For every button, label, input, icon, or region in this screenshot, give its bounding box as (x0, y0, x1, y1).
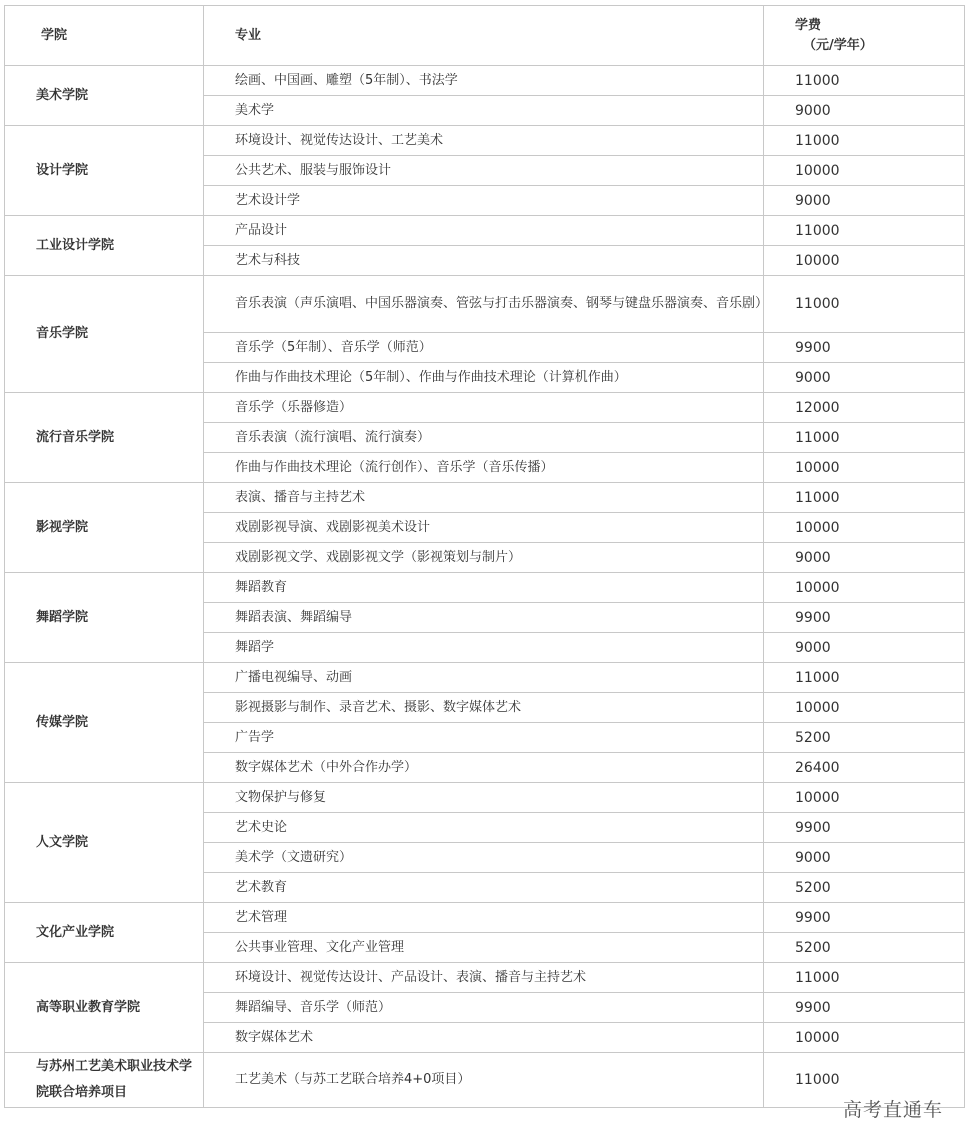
header-fee (764, 6, 965, 66)
college-cell: 美术学院 (5, 66, 204, 126)
fee-cell: 9900 (764, 993, 965, 1023)
header-major: 专业 (204, 6, 764, 66)
fee-cell: 11000 (764, 126, 965, 156)
major-cell: 作曲与作曲技术理论（流行创作）、音乐学（音乐传播） (204, 453, 764, 483)
major-cell: 影视摄影与制作、录音艺术、摄影、数字媒体艺术 (204, 693, 764, 723)
college-cell: 人文学院 (5, 783, 204, 903)
major-cell: 环境设计、视觉传达设计、产品设计、表演、播音与主持艺术 (204, 963, 764, 993)
college-cell: 高等职业教育学院 (5, 963, 204, 1053)
table-row (5, 276, 965, 333)
major-cell: 产品设计 (204, 216, 764, 246)
fee-cell: 5200 (764, 873, 965, 903)
major-cell: 美术学 (204, 96, 764, 126)
major-cell: 戏剧影视导演、戏剧影视美术设计 (204, 513, 764, 543)
fee-cell: 10000 (764, 156, 965, 186)
fee-cell: 11000 (764, 66, 965, 96)
table-row (5, 216, 965, 246)
header-college: 学院 (5, 6, 204, 66)
fee-cell: 10000 (764, 693, 965, 723)
table-row (5, 1053, 965, 1108)
college-cell: 舞蹈学院 (5, 573, 204, 663)
major-cell: 环境设计、视觉传达设计、工艺美术 (204, 126, 764, 156)
fee-cell: 9900 (764, 903, 965, 933)
fee-cell: 10000 (764, 573, 965, 603)
major-cell: 数字媒体艺术（中外合作办学） (204, 753, 764, 783)
fee-cell: 9900 (764, 603, 965, 633)
major-cell: 公共艺术、服装与服饰设计 (204, 156, 764, 186)
major-cell: 音乐表演（声乐演唱、中国乐器演奏、管弦与打击乐器演奏、钢琴与键盘乐器演奏、音乐剧） (204, 276, 764, 333)
college-cell: 传媒学院 (5, 663, 204, 783)
fee-cell: 26400 (764, 753, 965, 783)
table-row (5, 66, 965, 96)
table-row (5, 126, 965, 156)
table-row (5, 663, 965, 693)
college-cell: 影视学院 (5, 483, 204, 573)
fee-cell: 11000 (764, 483, 965, 513)
major-cell: 数字媒体艺术 (204, 1023, 764, 1053)
fee-cell: 9000 (764, 186, 965, 216)
college-cell: 工业设计学院 (5, 216, 204, 276)
fee-cell: 11000 (764, 216, 965, 246)
fee-cell: 9000 (764, 96, 965, 126)
table-row (5, 483, 965, 513)
table-row (5, 963, 965, 993)
table-row (5, 783, 965, 813)
major-cell: 艺术管理 (204, 903, 764, 933)
header-fee-line1: 学费 (795, 17, 822, 33)
major-cell: 舞蹈表演、舞蹈编导 (204, 603, 764, 633)
fee-cell: 11000 (764, 276, 965, 333)
header-fee-line2: （元/学年） (803, 37, 873, 53)
major-cell: 工艺美术（与苏工艺联合培养4+0项目） (204, 1053, 764, 1108)
major-cell: 艺术设计学 (204, 186, 764, 216)
tuition-table (4, 5, 965, 1108)
major-cell: 音乐表演（流行演唱、流行演奏） (204, 423, 764, 453)
college-cell: 文化产业学院 (5, 903, 204, 963)
fee-cell: 11000 (764, 663, 965, 693)
fee-cell: 9900 (764, 813, 965, 843)
table-row (5, 903, 965, 933)
major-cell: 音乐学（乐器修造） (204, 393, 764, 423)
college-cell: 与苏州工艺美术职业技术学院联合培养项目 (5, 1053, 204, 1108)
college-cell: 流行音乐学院 (5, 393, 204, 483)
fee-cell: 10000 (764, 1023, 965, 1053)
fee-cell: 5200 (764, 933, 965, 963)
major-cell: 艺术史论 (204, 813, 764, 843)
major-cell: 舞蹈教育 (204, 573, 764, 603)
table-row (5, 573, 965, 603)
major-cell: 舞蹈学 (204, 633, 764, 663)
fee-cell: 9000 (764, 543, 965, 573)
major-cell: 美术学（文遗研究） (204, 843, 764, 873)
fee-cell: 9900 (764, 333, 965, 363)
major-cell: 绘画、中国画、雕塑（5年制）、书法学 (204, 66, 764, 96)
fee-cell: 12000 (764, 393, 965, 423)
major-cell: 作曲与作曲技术理论（5年制）、作曲与作曲技术理论（计算机作曲） (204, 363, 764, 393)
major-cell: 音乐学（5年制）、音乐学（师范） (204, 333, 764, 363)
table-row (5, 393, 965, 423)
major-cell: 艺术教育 (204, 873, 764, 903)
college-cell: 音乐学院 (5, 276, 204, 393)
fee-cell: 10000 (764, 513, 965, 543)
fee-cell: 10000 (764, 246, 965, 276)
major-cell: 公共事业管理、文化产业管理 (204, 933, 764, 963)
fee-cell: 9000 (764, 363, 965, 393)
major-cell: 艺术与科技 (204, 246, 764, 276)
major-cell: 文物保护与修复 (204, 783, 764, 813)
fee-cell: 9000 (764, 843, 965, 873)
major-cell: 广播电视编导、动画 (204, 663, 764, 693)
major-cell: 戏剧影视文学、戏剧影视文学（影视策划与制片） (204, 543, 764, 573)
table-header-row (5, 6, 965, 66)
fee-cell: 5200 (764, 723, 965, 753)
fee-cell: 9000 (764, 633, 965, 663)
college-cell: 设计学院 (5, 126, 204, 216)
major-cell: 广告学 (204, 723, 764, 753)
major-cell: 表演、播音与主持艺术 (204, 483, 764, 513)
fee-cell: 11000 (764, 1053, 965, 1108)
fee-cell: 11000 (764, 423, 965, 453)
fee-cell: 10000 (764, 453, 965, 483)
major-cell: 舞蹈编导、音乐学（师范） (204, 993, 764, 1023)
fee-cell: 10000 (764, 783, 965, 813)
fee-cell: 11000 (764, 963, 965, 993)
watermark-text: 高考直通车 (842, 1099, 943, 1121)
